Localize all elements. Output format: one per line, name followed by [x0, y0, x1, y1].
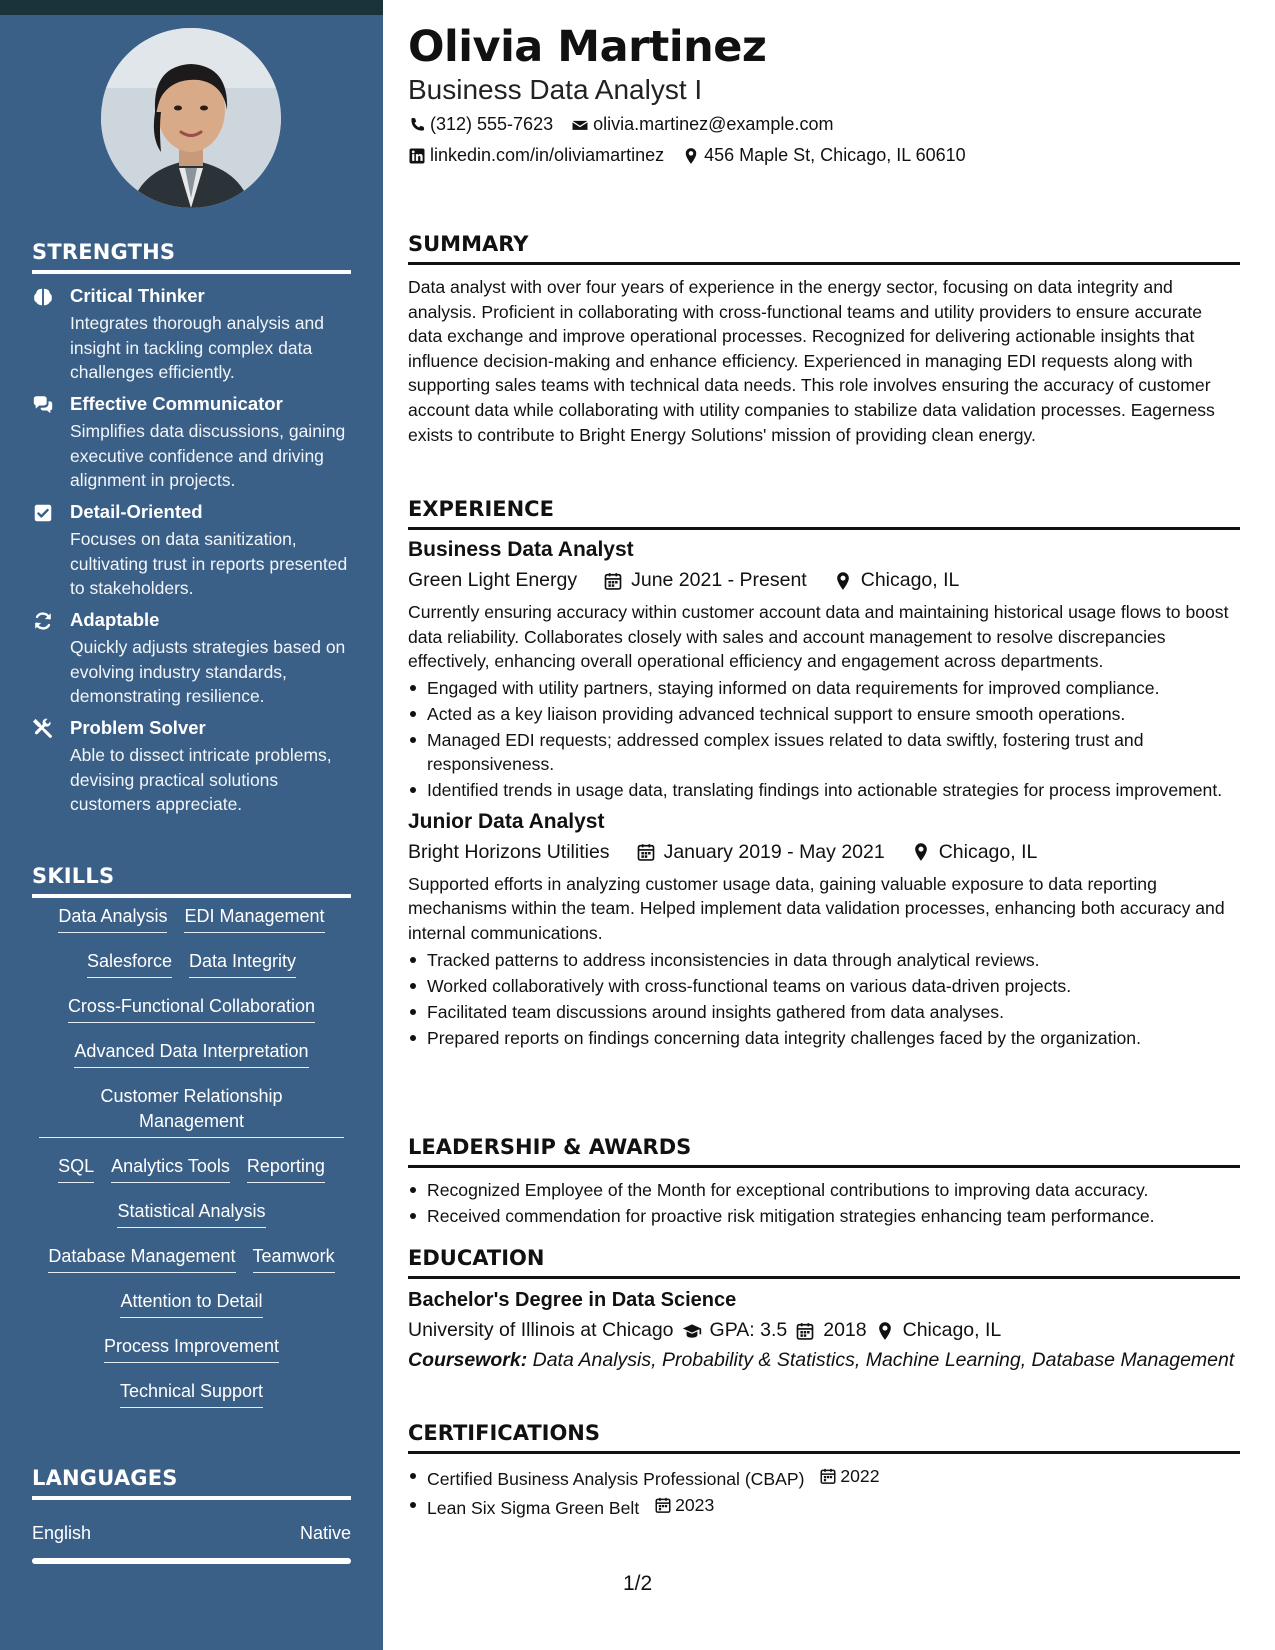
strength-title: Adaptable	[70, 609, 160, 630]
job-meta	[408, 841, 1240, 864]
skill-tag: Salesforce	[87, 949, 172, 978]
certification-name: Lean Six Sigma Green Belt	[427, 1498, 640, 1518]
job-role: Business Data Analyst	[408, 538, 634, 561]
coursework-text: Data Analysis, Probability & Statistics, Machine Learning, Database Management	[532, 1349, 1235, 1371]
sidebar-top-bar	[0, 0, 383, 15]
map-marker-icon	[682, 147, 700, 165]
experience-heading: EXPERIENCE	[408, 497, 1240, 530]
candidate-title: Business Data Analyst I	[408, 74, 703, 105]
calendar-icon	[819, 1467, 837, 1485]
language-proficiency-fill	[32, 1558, 351, 1564]
strength-description: Simplifies data discussions, gaining executive confidence and driving alignment in projects.	[70, 421, 346, 490]
job-bullets	[408, 948, 1240, 1050]
certification-date	[654, 1493, 714, 1517]
degree-title: Bachelor's Degree in Data Science	[408, 1289, 737, 1311]
job-meta	[408, 569, 1240, 592]
skill-tag: EDI Management	[184, 904, 324, 933]
certification-date	[819, 1464, 879, 1488]
school-name: University of Illinois at Chicago	[408, 1319, 674, 1341]
skill-tag: Customer Relationship Management	[39, 1084, 344, 1138]
education-heading: EDUCATION	[408, 1246, 1240, 1279]
strength-title: Effective Communicator	[70, 393, 283, 414]
languages-section	[32, 1466, 351, 1500]
contact-line-2	[408, 145, 966, 166]
certifications-heading: CERTIFICATIONS	[408, 1421, 1240, 1454]
language-proficiency-bar	[32, 1558, 351, 1564]
leadership-heading: LEADERSHIP & AWARDS	[408, 1135, 1240, 1168]
strength-description: Integrates thorough analysis and insight in tackling complex data challenges efficiently.	[70, 313, 324, 382]
skill-tag: Data Analysis	[58, 904, 167, 933]
skill-tag: Data Integrity	[189, 949, 296, 978]
skill-tag: Statistical Analysis	[117, 1199, 265, 1228]
gpa-text: GPA: 3.5	[709, 1319, 788, 1341]
calendar-icon	[654, 1496, 672, 1514]
strengths-list	[32, 285, 351, 845]
graduation-year: 2018	[823, 1319, 867, 1341]
job-role: Junior Data Analyst	[408, 809, 605, 833]
contact-linkedin[interactable]	[408, 145, 664, 166]
certifications-list	[408, 1464, 1240, 1520]
contact-line-1	[408, 114, 833, 135]
skill-tag: Cross-Functional Collaboration	[68, 994, 315, 1023]
contact-phone[interactable]	[408, 114, 553, 135]
calendar-icon	[795, 1321, 815, 1341]
skill-tag: Reporting	[247, 1154, 325, 1183]
coursework	[408, 1348, 1240, 1372]
map-marker-icon	[875, 1321, 895, 1341]
job-entry	[408, 810, 1240, 1050]
education-section	[408, 1246, 1240, 1372]
job-location: Chicago, IL	[938, 840, 1038, 863]
certification-name: Certified Business Analysis Professional (CBAP)	[427, 1469, 805, 1489]
job-summary: Supported efforts in analyzing customer usage data, gaining valuable exposure to data reporting mechanisms within the team. Helped implement data validation processes, enhancing both accuracy and internal communications.	[408, 873, 1225, 943]
job-bullet: Acted as a key liaison providing advanced technical support to ensure smooth operations.	[408, 702, 1240, 726]
award-item: Recognized Employee of the Month for exceptional contributions to improving data accuracy.	[408, 1178, 1240, 1202]
language-level: Native	[299, 1523, 351, 1543]
map-marker-icon	[911, 842, 931, 862]
job-bullets	[408, 676, 1240, 802]
strength-title: Critical Thinker	[70, 285, 205, 306]
job-bullet: Worked collaboratively with cross-functional teams on various data-driven projects.	[408, 974, 1240, 998]
calendar-icon	[603, 571, 623, 591]
sidebar	[0, 0, 383, 1650]
skill-tag: Database Management	[48, 1244, 235, 1273]
job-dates: June 2021 - Present	[631, 569, 807, 591]
education-location: Chicago, IL	[902, 1319, 1002, 1341]
skill-tag: Analytics Tools	[111, 1154, 230, 1183]
linkedin-icon	[408, 147, 426, 165]
candidate-name: Olivia Martinez	[408, 22, 767, 72]
job-summary: Currently ensuring accuracy within customer account data and maintaining historical usage flows to boost data reliability. Collaborates closely with sales and account management to resolve discrepancies effectively, enhancing overall operational efficiency and engagement across departments.	[408, 602, 1229, 672]
strengths-heading: STRENGTHS	[32, 240, 351, 274]
award-item: Received commendation for proactive risk mitigation strategies enhancing team performance.	[408, 1204, 1240, 1228]
certification-item	[408, 1464, 1240, 1491]
job-company: Bright Horizons Utilities	[408, 840, 610, 863]
comments-icon	[32, 394, 54, 416]
skill-tag: Advanced Data Interpretation	[74, 1039, 308, 1068]
job-location: Chicago, IL	[860, 569, 960, 591]
certification-item	[408, 1493, 1240, 1520]
experience-section	[408, 497, 1240, 1052]
job-bullet: Tracked patterns to address inconsistencies in data through analytical reviews.	[408, 948, 1240, 972]
job-bullet: Prepared reports on findings concerning data integrity challenges faced by the organization.	[408, 1026, 1240, 1050]
coursework-label: Coursework:	[408, 1349, 528, 1371]
skills-section	[32, 864, 351, 898]
skill-tag: Teamwork	[253, 1244, 335, 1273]
email-text: olivia.martinez@example.com	[593, 114, 834, 134]
strength-title: Detail-Oriented	[70, 501, 203, 522]
summary-heading: SUMMARY	[408, 232, 1240, 265]
strength-title: Problem Solver	[70, 717, 206, 738]
job-bullet: Engaged with utility partners, staying informed on data requirements for improved compliance.	[408, 676, 1240, 700]
envelope-icon	[571, 116, 589, 134]
job-bullet: Managed EDI requests; addressed complex issues related to data swiftly, fostering trust and responsiveness.	[408, 728, 1240, 776]
leadership-bullets	[408, 1178, 1240, 1228]
skill-tag: Technical Support	[120, 1379, 263, 1408]
map-marker-icon	[833, 571, 853, 591]
summary-section	[408, 232, 1240, 447]
calendar-icon	[636, 842, 656, 862]
brain-icon	[32, 286, 54, 308]
job-dates: January 2019 - May 2021	[663, 840, 885, 863]
job-entry	[408, 538, 1240, 802]
skill-tag: Process Improvement	[104, 1334, 279, 1363]
languages-heading: LANGUAGES	[32, 1466, 351, 1500]
graduation-cap-icon	[682, 1321, 702, 1341]
certifications-section	[408, 1421, 1240, 1522]
contact-email[interactable]	[571, 114, 833, 135]
phone-icon	[408, 116, 426, 134]
contact-address	[682, 145, 966, 166]
summary-text: Data analyst with over four years of experience in the energy sector, focusing on data integrity and analysis. Proficient in collaborating with cross-functional teams and utility providers to ensure accurate data exchange and improve operational processes. Recognized for delivering actionable insights that influence decision-making and enhance efficiency. Experienced in managing EDI requests along with supporting sales teams with technical data needs. This role involves ensuring the accuracy of customer account data while collaborating with utility companies to stabilize data validation processes. Eagerness exists to contribute to Bright Energy Solutions' mission of providing clean energy.	[408, 277, 1215, 445]
education-meta	[408, 1319, 1240, 1342]
skill-tag: SQL	[58, 1154, 94, 1183]
job-company: Green Light Energy	[408, 569, 578, 591]
page-number: 1/2	[623, 1572, 653, 1595]
strength-description: Able to dissect intricate problems, devising practical solutions customers appreciate.	[70, 745, 332, 814]
tools-icon	[32, 718, 54, 740]
skills-list	[32, 904, 351, 1424]
strengths-section	[32, 240, 351, 274]
strength-description: Focuses on data sanitization, cultivating trust in reports presented to stakeholders.	[70, 529, 348, 598]
leadership-section	[408, 1135, 1240, 1230]
sync-icon	[32, 610, 54, 632]
skill-tag: Attention to Detail	[120, 1289, 262, 1318]
job-bullet: Facilitated team discussions around insights gathered from data analyses.	[408, 1000, 1240, 1024]
strength-description: Quickly adjusts strategies based on evolving industry standards, demonstrating resilience.	[70, 637, 346, 706]
address-text: 456 Maple St, Chicago, IL 60610	[704, 145, 966, 165]
certification-year: 2023	[675, 1495, 715, 1515]
skills-heading: SKILLS	[32, 864, 351, 898]
phone-text: (312) 555-7623	[430, 114, 554, 134]
language-name: English	[32, 1523, 92, 1543]
profile-photo	[101, 28, 281, 208]
check-square-icon	[32, 502, 54, 524]
linkedin-text: linkedin.com/in/oliviamartinez	[430, 145, 665, 165]
job-bullet: Identified trends in usage data, translating findings into actionable strategies for process improvement.	[408, 778, 1240, 802]
certification-year: 2022	[840, 1466, 880, 1486]
